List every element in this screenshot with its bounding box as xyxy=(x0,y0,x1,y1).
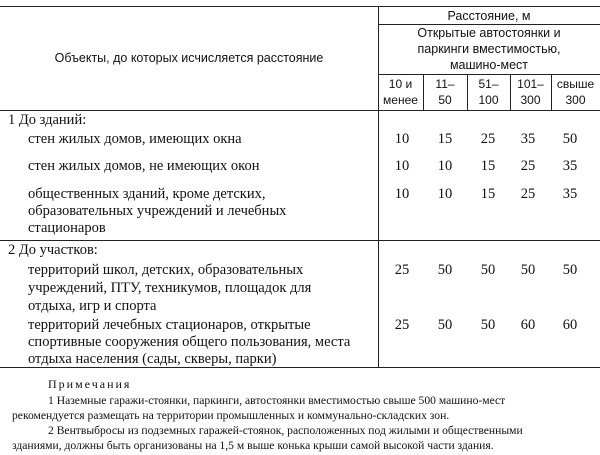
value-cell: 10 xyxy=(394,158,410,174)
distance-header: Расстояние, м xyxy=(447,9,531,23)
note-line: 2 Вентвыбросы из подземных гаражей-стоянок, расположенных под жилыми и общественными xyxy=(48,424,523,437)
value-cell: 50 xyxy=(437,317,453,333)
value-cell: 25 xyxy=(480,131,496,147)
value-cell: 35 xyxy=(562,158,578,174)
column-header-over-300-top: свыше xyxy=(556,77,595,91)
value-cell: 15 xyxy=(480,158,496,174)
value-cell: 60 xyxy=(520,317,536,333)
row-label-hospitals-line-1: территорий лечебных стационаров, открытые xyxy=(28,317,311,333)
section-title-buildings: 1 До зданий: xyxy=(8,112,87,128)
column-header-10-bottom: менее xyxy=(383,93,418,107)
value-cell: 25 xyxy=(394,317,410,333)
parking-header-line-3: машино-мест xyxy=(449,58,529,72)
value-cell: 35 xyxy=(520,131,536,147)
column-header-over-300-bottom: 300 xyxy=(565,93,586,107)
column-header-101-300-bottom: 300 xyxy=(520,93,541,107)
section-title-plots: 2 До участков: xyxy=(8,242,98,258)
value-cell: 50 xyxy=(520,262,536,278)
value-cell: 25 xyxy=(520,186,536,202)
header-distance-underline xyxy=(378,24,600,25)
column-header-11-50-bottom: 50 xyxy=(438,93,452,107)
table-top-border xyxy=(0,6,600,7)
parking-header-line-1: Открытые автостоянки и xyxy=(417,26,561,40)
note-line: зданиями, должны быть организованы на 1,5 м выше конька крыши самой высокой части здания. xyxy=(12,439,494,452)
row-label-schools-line-2: учреждений, ПТУ, техникумов, площадок для xyxy=(28,280,312,296)
value-cell: 10 xyxy=(437,158,453,174)
value-cell: 10 xyxy=(437,186,453,202)
value-cell: 50 xyxy=(480,317,496,333)
column-header-51-100-top: 51– xyxy=(478,77,499,91)
header-bottom-border xyxy=(0,110,600,111)
note-line: 1 Наземные гаражи-стоянки, паркинги, автостоянки вместимостью свыше 500 машино-мест xyxy=(48,394,506,407)
row-label-public-buildings-line-1: общественных зданий, кроме детских, xyxy=(28,186,266,202)
section-divider xyxy=(0,240,600,241)
value-cell: 50 xyxy=(480,262,496,278)
row-label-schools-line-1: территорий школ, детских, образовательных xyxy=(28,262,304,278)
header-parking-underline xyxy=(378,74,600,75)
value-cell: 10 xyxy=(394,186,410,202)
row-label-hospitals-line-3: отдыха населения (сады, скверы, парки) xyxy=(28,351,277,367)
value-cell: 15 xyxy=(480,186,496,202)
row-label-schools-line-3: отдыха, игр и спорта xyxy=(28,298,157,314)
row-label-hospitals-line-2: спортивные сооружения общего пользования, места xyxy=(28,334,351,350)
parking-header-line-2: паркинги вместимостью, xyxy=(417,42,561,56)
value-cell: 25 xyxy=(520,158,536,174)
objects-header: Объекты, до которых исчисляется расстояние xyxy=(54,51,324,65)
column-header-10-top: 10 и xyxy=(388,77,413,91)
column-header-51-100-bottom: 100 xyxy=(478,93,499,107)
value-cell: 35 xyxy=(562,186,578,202)
row-label-public-buildings-line-3: стационаров xyxy=(28,220,106,236)
note-line: рекомендуется размещать на территории промышленных и коммунально-складских зон. xyxy=(12,409,450,422)
value-cell: 50 xyxy=(562,262,578,278)
row-label-residential-no-windows: стен жилых домов, не имеющих окон xyxy=(28,158,260,174)
value-cell: 50 xyxy=(437,262,453,278)
column-header-101-300-top: 101– xyxy=(517,77,544,91)
value-cell: 50 xyxy=(562,131,578,147)
value-cell: 15 xyxy=(437,131,453,147)
row-label-residential-with-windows: стен жилых домов, имеющих окна xyxy=(28,131,242,147)
notes-title: Примечания xyxy=(48,377,132,391)
value-cell: 25 xyxy=(394,262,410,278)
row-label-public-buildings-line-2: образовательных учреждений и лечебных xyxy=(28,203,287,219)
value-cell: 10 xyxy=(394,131,410,147)
value-cell: 60 xyxy=(562,317,578,333)
column-header-11-50-top: 11– xyxy=(435,77,455,91)
